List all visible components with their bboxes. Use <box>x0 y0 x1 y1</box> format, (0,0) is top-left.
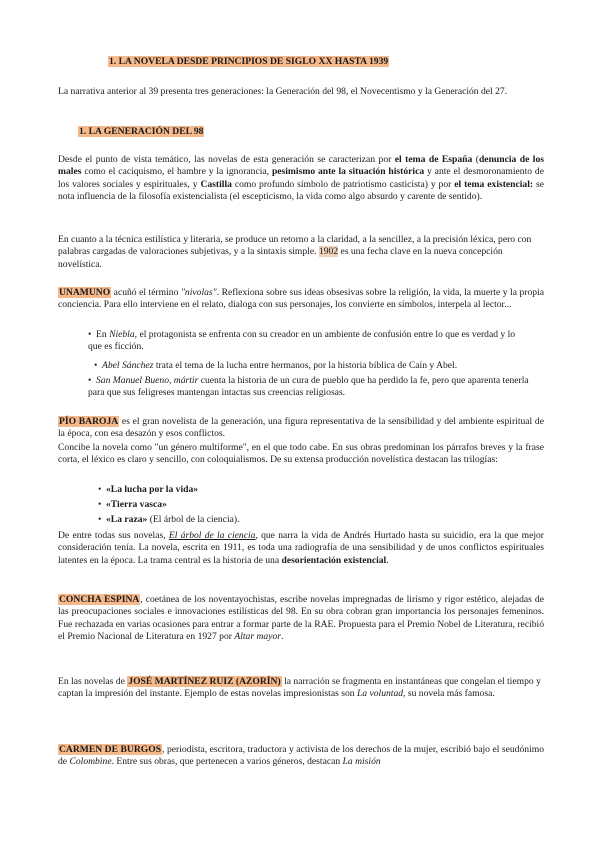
highlight-span: 1902 <box>318 246 339 258</box>
bullet-icon: • <box>94 360 98 371</box>
text-span: En cuanto a la técnica estilística y literaria, se produce un retorno a la claridad, a la sencillez, a la precisión léxica, pero con palabras cargadas de valoraciones subjetivas, y a la sintaxis simple. <box>58 234 532 258</box>
text-span: De entre todas sus novelas, <box>58 530 169 541</box>
bold-span: el tema existencial: <box>454 178 534 190</box>
bullet-icon: • <box>98 499 102 510</box>
section-heading-text: 1. LA GENERACIÓN DEL 98 <box>79 126 204 137</box>
text-span: En <box>96 329 110 340</box>
text-span: , periodista, escritora, traductora y activista de los derechos de la mujer, escribió bajo el seudónimo de <box>58 744 544 768</box>
book-title: Abel Sánchez <box>102 360 154 371</box>
paragraph-carmen-burgos <box>58 744 544 769</box>
bold-span: Castilla <box>200 178 232 190</box>
text-span: su novela más famosa. <box>405 688 495 700</box>
text-span: es una fecha clave en la nueva concepción novelística. <box>58 246 503 270</box>
bullet-icon: • <box>98 484 102 495</box>
author-name: UNAMUNO <box>59 287 111 298</box>
section-heading-generacion-98 <box>78 126 378 138</box>
bold-span: pesimismo ante la situación histórica <box>271 166 425 178</box>
bold-span: denuncia de los males <box>58 154 544 178</box>
author-name: CARMEN DE BURGOS <box>59 744 162 755</box>
text-span: En las novelas de <box>58 676 128 687</box>
text-span: . <box>281 631 284 643</box>
text-span: como el caciquismo, el hambre y la ignorancia, <box>81 166 272 178</box>
paragraph-tecnica <box>58 234 544 271</box>
bullet-icon: • <box>88 375 92 386</box>
paragraph-unamuno <box>58 287 544 312</box>
trilogy-title: «La lucha por la vida» <box>106 484 199 495</box>
text-span: y ante el desmoronamiento de los valores sociales y espirituales, y <box>58 166 544 190</box>
bold-span: desorientación existencial <box>281 554 387 566</box>
text-span: , el protagonista se enfrenta con su creador en un ambiente de confusión entre lo que es verdad y lo que es ficción. <box>88 329 516 353</box>
author-name: JOSÉ MARTÍNEZ RUIZ (AZORÍN) <box>128 676 281 687</box>
paragraph-baroja-novela: Concibe la novela como "un género multiforme", en el que todo cabe. En sus obras predominan los párrafos breves y la frase corta, el léxico es claro y sencillo, con coloquialismos. De su extensa producción novelística destacan las trilogías: <box>58 442 544 466</box>
text-span: . Reflexiona sobre sus ideas obsesivas sobre la religión, la vida, la muerte y la propia conciencia. Para ello interviene en el relato, dialoga con sus personajes, los convierte en símbolos, interpela al lector... <box>58 287 544 311</box>
text-span: cuenta la historia de un cura de pueblo que ha perdido la fe, pero que aparenta tenerla para que sus feligreses mantengan intactas sus creencias religiosas. <box>88 375 529 399</box>
intro-paragraph: La narrativa anterior al 39 presenta tres generaciones: la Generación del 98, el Novecentismo y la Generación del 27. <box>58 86 508 97</box>
list-item <box>88 329 528 354</box>
book-title: Niebla <box>109 329 135 340</box>
paragraph-arbol-ciencia <box>58 530 544 567</box>
text-span: trata el tema de la lucha entre hermanos, por la historia bíblica de Caín y Abel. <box>153 360 458 371</box>
text-span: como profundo símbolo de patriotismo casticista) y por <box>231 178 455 190</box>
author-name: CONCHA ESPINA <box>59 594 140 605</box>
document-title <box>108 56 508 68</box>
paragraph-tematica <box>58 154 544 204</box>
book-title: El árbol de la ciencia <box>168 530 256 541</box>
list-item <box>98 499 167 511</box>
list-item <box>98 514 239 526</box>
text-span: . <box>386 554 389 566</box>
paragraph-azorin <box>58 676 544 701</box>
trilogy-title: «Tierra vasca» <box>106 499 167 510</box>
list-item <box>88 375 538 400</box>
text-span: la narración se fragmenta en instantáneas que congelan el tiempo y captan la impresión del instante. Ejemplo de estas novelas impresionistas son <box>58 676 541 700</box>
book-title: Altar mayor <box>234 631 281 643</box>
author-name: PÍO BAROJA <box>59 416 119 427</box>
bold-span: el tema de España <box>394 154 473 165</box>
text-span: se nota influencia de la filosofía existencialista (el escepticismo, la vida como algo absurdo y carente de sentido). <box>58 178 545 203</box>
book-title: San Manuel Bueno, mártir <box>96 375 199 386</box>
title-text: 1. LA NOVELA DESDE PRINCIPIOS DE SIGLO XX HASTA 1939 <box>109 56 389 67</box>
book-title: La voluntad, <box>356 688 406 700</box>
bullet-icon: • <box>98 514 102 525</box>
list-item <box>98 484 198 496</box>
list-item <box>94 360 534 372</box>
trilogy-title: «La raza» <box>106 514 148 525</box>
text-span: acuñó el término <box>111 287 181 298</box>
bullet-icon: • <box>88 329 92 340</box>
paragraph-concha-espina <box>58 594 544 644</box>
paragraph-baroja-intro <box>58 416 544 441</box>
book-title: La misión <box>342 756 381 768</box>
text-span: ( <box>472 154 479 165</box>
text-span: (El árbol de la ciencia). <box>147 514 240 525</box>
text-span: , coetánea de los noventayochistas, escribe novelas impregnadas de lirismo y rigor estético, alejadas de las preocupaciones sociales e innovaciones estilísticas del 98. En su obra cobran gran importancia los personajes femeninos. Fue rechazada en varias ocasiones para entrar a formar parte de la RAE. Propuesta para el Premio Nobel de Literatura, recibió el Premio Nacional de Literatura en 1927 por <box>58 594 544 643</box>
text-span: . Entre sus obras, que pertenecen a varios géneros, destacan <box>111 756 343 768</box>
text-span: Desde el punto de vista temático, las novelas de esta generación se caracterizan por <box>58 154 395 165</box>
pseudonym: Colombine <box>69 756 112 768</box>
text-span: , que narra la vida de Andrés Hurtado hasta su suicidio, era la que mejor consideración tenía. La novela, escrita en 1911, es toda una radiografía de una sensibilidad y de unos conflictos espirituales latentes en la época. La trama central es la historia de una <box>58 530 544 566</box>
text-span: es el gran novelista de la generación, una figura representativa de la sensibilidad y del ambiente espiritual de la época, con esa desazón y esos conflictos. <box>58 416 544 440</box>
italic-span: "nivolas" <box>180 287 217 298</box>
